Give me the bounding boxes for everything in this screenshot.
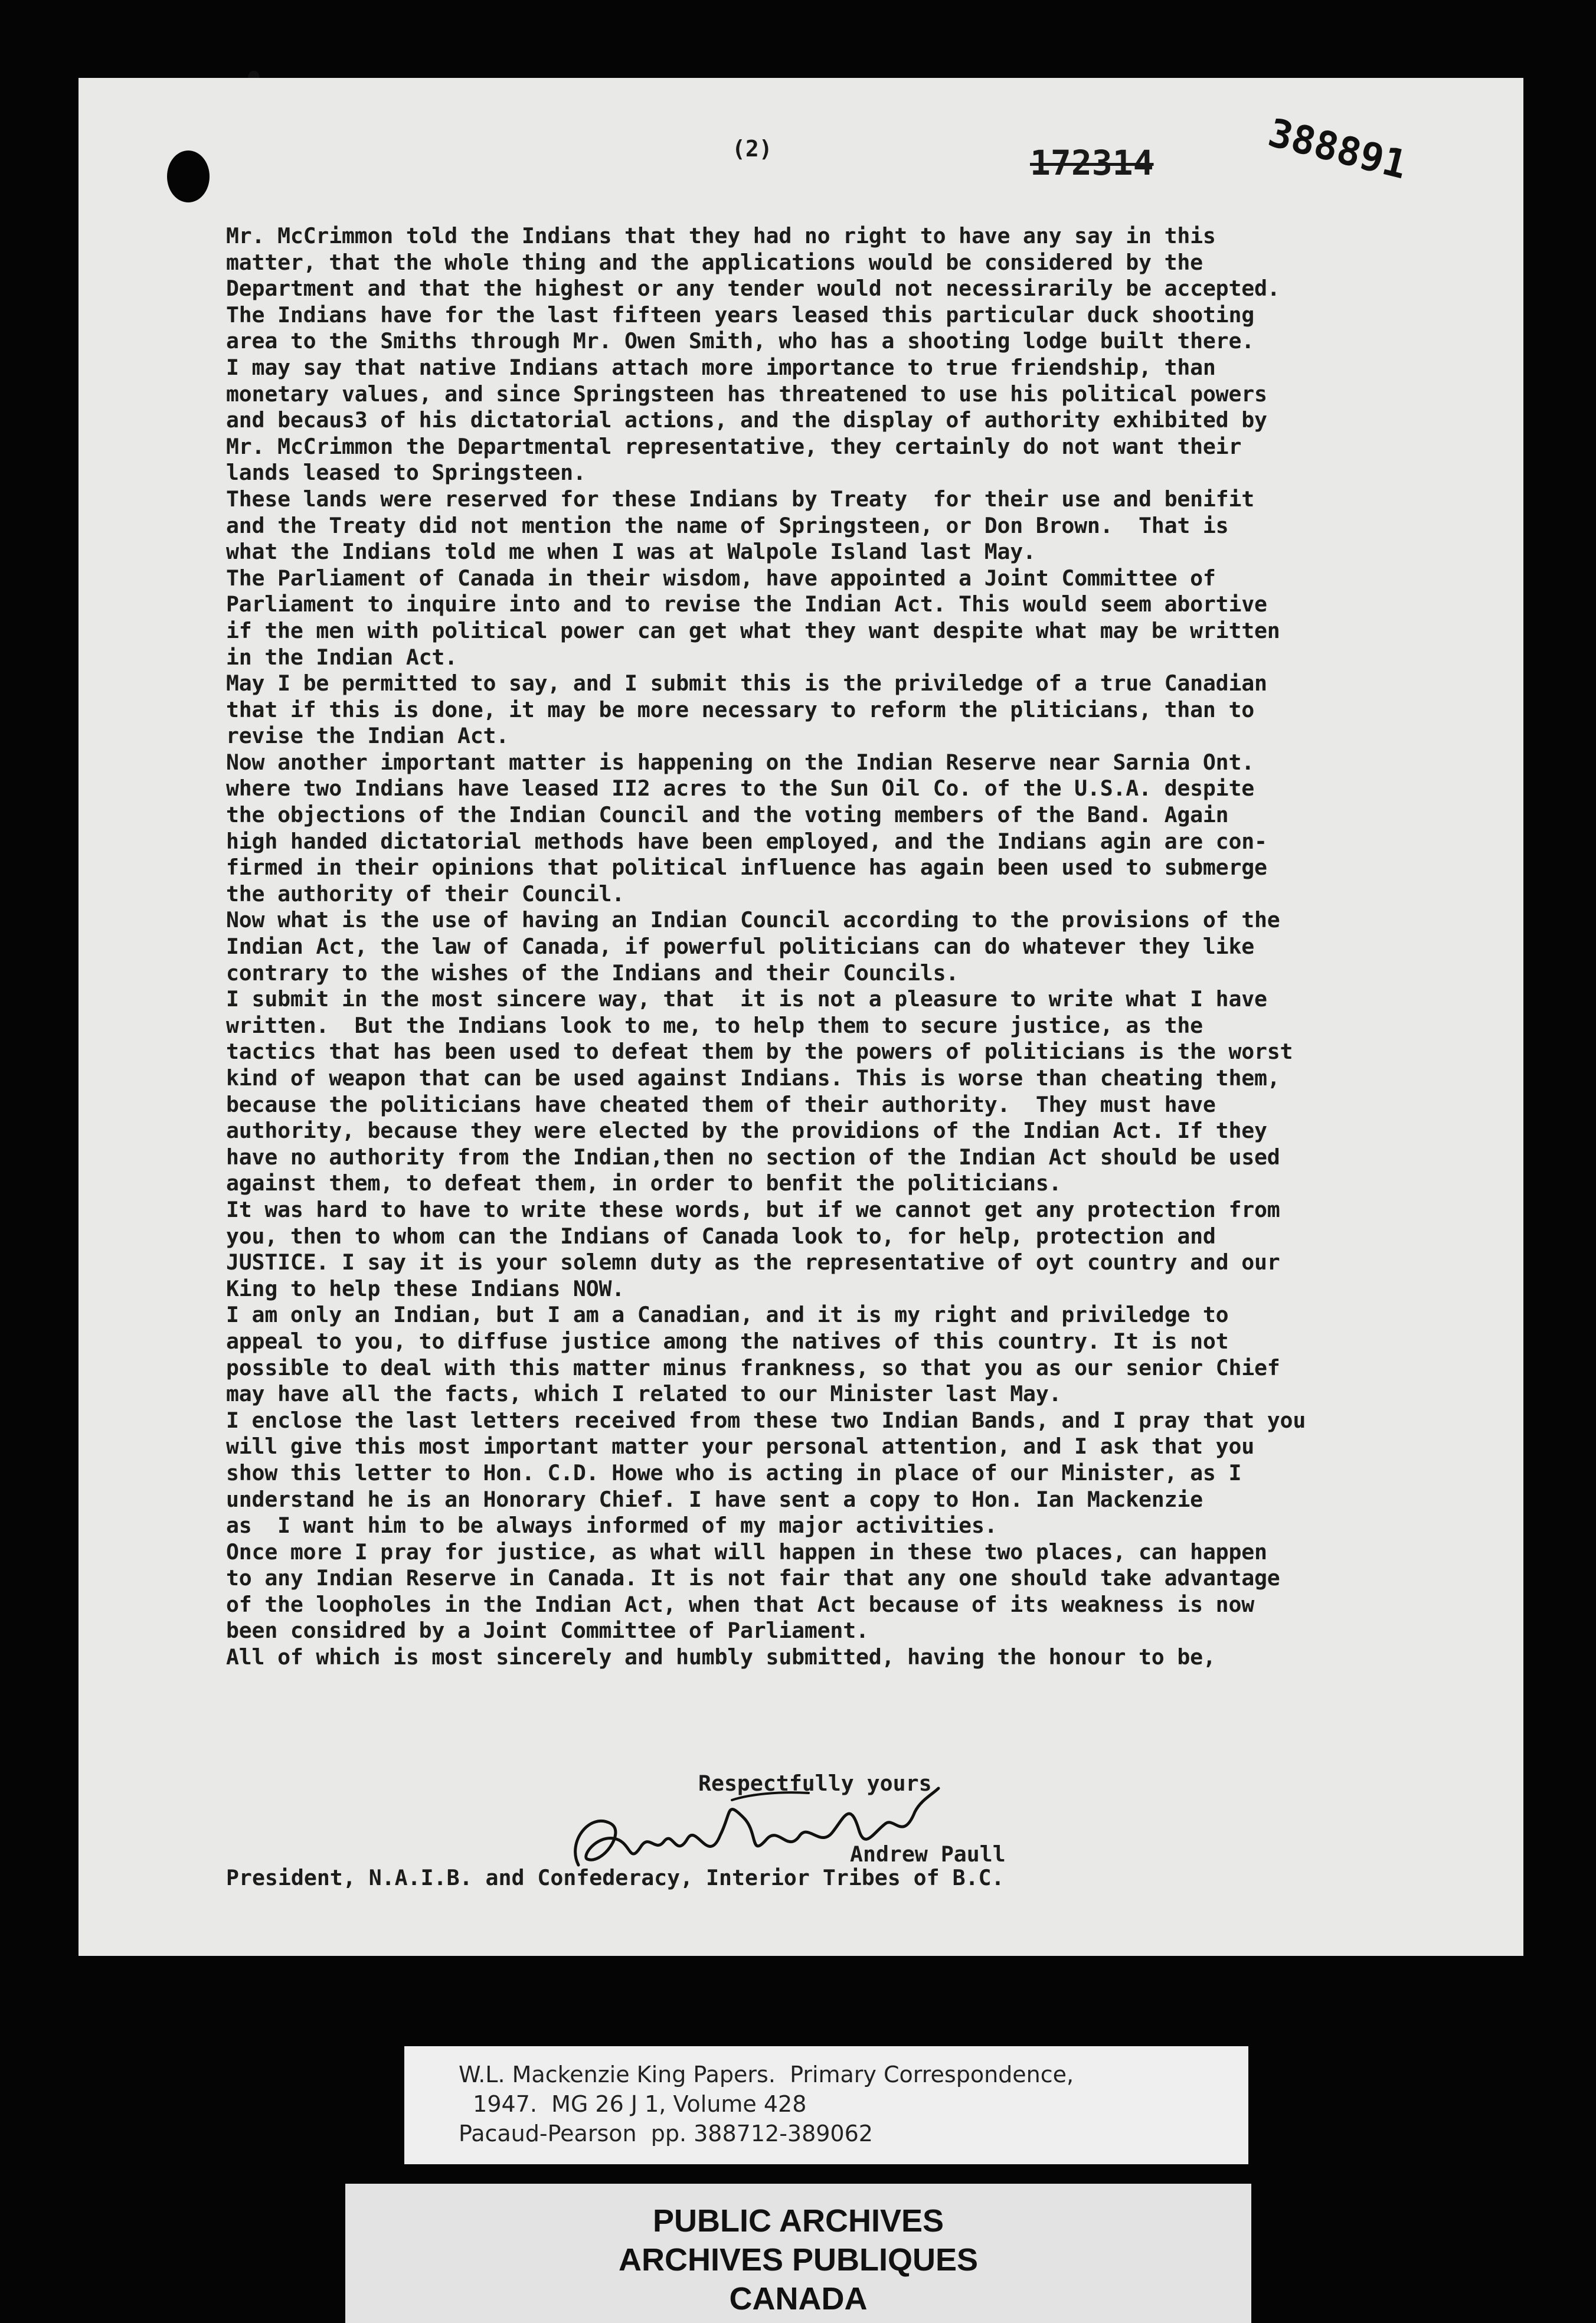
letter-line: lands leased to Springsteen. [226, 460, 586, 486]
page-number: (2) [732, 136, 773, 162]
letter-line: The Indians have for the last fifteen years leased this particular duck shooting [226, 302, 1254, 328]
letter-line: if the men with political power can get what they want despite what may be written [226, 617, 1280, 643]
letter-line: will give this most important matter your personal attention, and I ask that you [226, 1434, 1254, 1460]
letter-line: to any Indian Reserve in Canada. It is not fair that any one should take advantage [226, 1565, 1280, 1591]
letter-line: Department and that the highest or any tender would not necessirarily be accepted. [226, 276, 1280, 302]
letter-line: understand he is an Honorary Chief. I have sent a copy to Hon. Ian Mackenzie [226, 1486, 1203, 1512]
letter-line: as I want him to be always informed of my major activities. [226, 1513, 997, 1539]
letter-line: and becaus3 of his dictatorial actions, and the display of authority exhibited by [226, 407, 1267, 433]
signer-name: Andrew Paull [850, 1841, 1006, 1867]
letter-line: you, then to whom can the Indians of Canada look to, for help, protection and [226, 1223, 1216, 1249]
closing-salutation: Respectfully yours [698, 1771, 932, 1796]
letter-line: These lands were reserved for these Indians by Treaty for their use and benifit [226, 486, 1254, 512]
letter-line: area to the Smiths through Mr. Owen Smith, who has a shooting lodge built there. [226, 328, 1254, 354]
letter-line: possible to deal with this matter minus frankness, so that you as our senior Chief [226, 1354, 1280, 1380]
letter-line: that if this is done, it may be more necessary to reform the pliticians, than to [226, 696, 1254, 722]
letter-line: I am only an Indian, but I am a Canadian, and it is my right and priviledge to [226, 1302, 1229, 1328]
letter-line: monetary values, and since Springsteen has threatened to use his political powers [226, 381, 1267, 407]
letter-line: JUSTICE. I say it is your solemn duty as the representative of oyt country and our [226, 1249, 1280, 1275]
letter-line: been considred by a Joint Committee of Parliament. [226, 1618, 869, 1644]
letter-line: I submit in the most sincere way, that it is not a pleasure to write what I have [226, 986, 1267, 1012]
letter-line: high handed dictatorial methods have been employed, and the Indians agin are con- [226, 828, 1267, 854]
letter-line: and the Treaty did not mention the name of Springsteen, or Don Brown. That is [226, 512, 1229, 538]
letter-line: show this letter to Hon. C.D. Howe who is acting in place of our Minister, as I [226, 1460, 1242, 1486]
letter-line: matter, that the whole thing and the applications would be considered by the [226, 249, 1203, 275]
letter-line: appeal to you, to diffuse justice among the natives of this country. It is not [226, 1328, 1229, 1354]
archive-reference-label [404, 2046, 1248, 2164]
letter-line: where two Indians have leased II2 acres to the Sun Oil Co. of the U.S.A. despite [226, 776, 1254, 801]
letter-line: Mr. McCrimmon told the Indians that they had no right to have any say in this [226, 223, 1216, 248]
letter-line: have no authority from the Indian,then no section of the Indian Act should be used [226, 1144, 1280, 1170]
letter-line: It was hard to have to write these words, but if we cannot get any protection from [226, 1196, 1280, 1222]
letter-line: firmed in their opinions that political influence has again been used to submerge [226, 855, 1267, 881]
letter-line: authority, because they were elected by the providions of the Indian Act. If they [226, 1118, 1267, 1144]
letter-line: May I be permitted to say, and I submit this is the priviledge of a true Canadian [226, 670, 1267, 696]
letter-line: Mr. McCrimmon the Departmental representative, they certainly do not want their [226, 433, 1242, 459]
archives-line-country: CANADA [729, 2281, 868, 2317]
letter-line: The Parliament of Canada in their wisdom, have appointed a Joint Committee of [226, 565, 1216, 591]
letter-line: Indian Act, the law of Canada, if powerful politicians can do whatever they like [226, 934, 1254, 960]
letter-line: Now what is the use of having an Indian Council according to the provisions of the [226, 907, 1280, 933]
letter-line: King to help these Indians NOW. [226, 1275, 625, 1301]
letter-line: may have all the facts, which I related to our Minister last May. [226, 1381, 1062, 1407]
archive-number-stamp: 388891 [1264, 110, 1412, 188]
letter-line: because the politicians have cheated them of their authority. They must have [226, 1091, 1216, 1117]
letter-line: revise the Indian Act. [226, 723, 509, 749]
file-number: 172314 [1030, 143, 1154, 183]
letter-line: Once more I pray for justice, as what will happen in these two places, can happen [226, 1539, 1267, 1565]
label-line: Pacaud-Pearson pp. 388712-389062 [459, 2121, 873, 2147]
letter-line: All of which is most sincerely and humbly submitted, having the honour to be, [226, 1644, 1216, 1670]
letter-line: against them, to defeat them, in order to benfit the politicians. [226, 1170, 1062, 1196]
letter-line: contrary to the wishes of the Indians and their Councils. [226, 960, 959, 986]
letter-line: kind of weapon that can be used against Indians. This is worse than cheating them, [226, 1065, 1280, 1091]
archives-line-english: PUBLIC ARCHIVES [652, 2203, 944, 2239]
letter-line: what the Indians told me when I was at Walpole Island last May. [226, 539, 1036, 565]
letter-line: the objections of the Indian Council and the voting members of the Band. Again [226, 802, 1229, 828]
letter-body [226, 223, 1460, 1671]
letter-line: tactics that has been used to defeat them by the powers of politicians is the worst [226, 1039, 1293, 1065]
letter-line: written. But the Indians look to me, to help them to secure justice, as the [226, 1012, 1203, 1038]
letter-line: I may say that native Indians attach more importance to true friendship, than [226, 354, 1216, 380]
letter-line: Now another important matter is happening on the Indian Reserve near Sarnia Ont. [226, 749, 1254, 775]
letter-line: I enclose the last letters received from these two Indian Bands, and I pray that you [226, 1407, 1306, 1433]
letter-line: in the Indian Act. [226, 644, 457, 670]
punch-hole [167, 150, 210, 202]
archives-line-french: ARCHIVES PUBLIQUES [618, 2242, 979, 2278]
label-line: 1947. MG 26 J 1, Volume 428 [459, 2091, 807, 2117]
label-line: W.L. Mackenzie King Papers. Primary Correspondence, [459, 2062, 1074, 2088]
signer-title: President, N.A.I.B. and Confederacy, Interior Tribes of B.C. [226, 1865, 1005, 1890]
public-archives-stamp [345, 2184, 1251, 2323]
letter-line: the authority of their Council. [226, 881, 625, 907]
letter-line: of the loopholes in the Indian Act, when that Act because of its weakness is now [226, 1591, 1254, 1617]
letter-line: Parliament to inquire into and to revise the Indian Act. This would seem abortive [226, 591, 1267, 617]
